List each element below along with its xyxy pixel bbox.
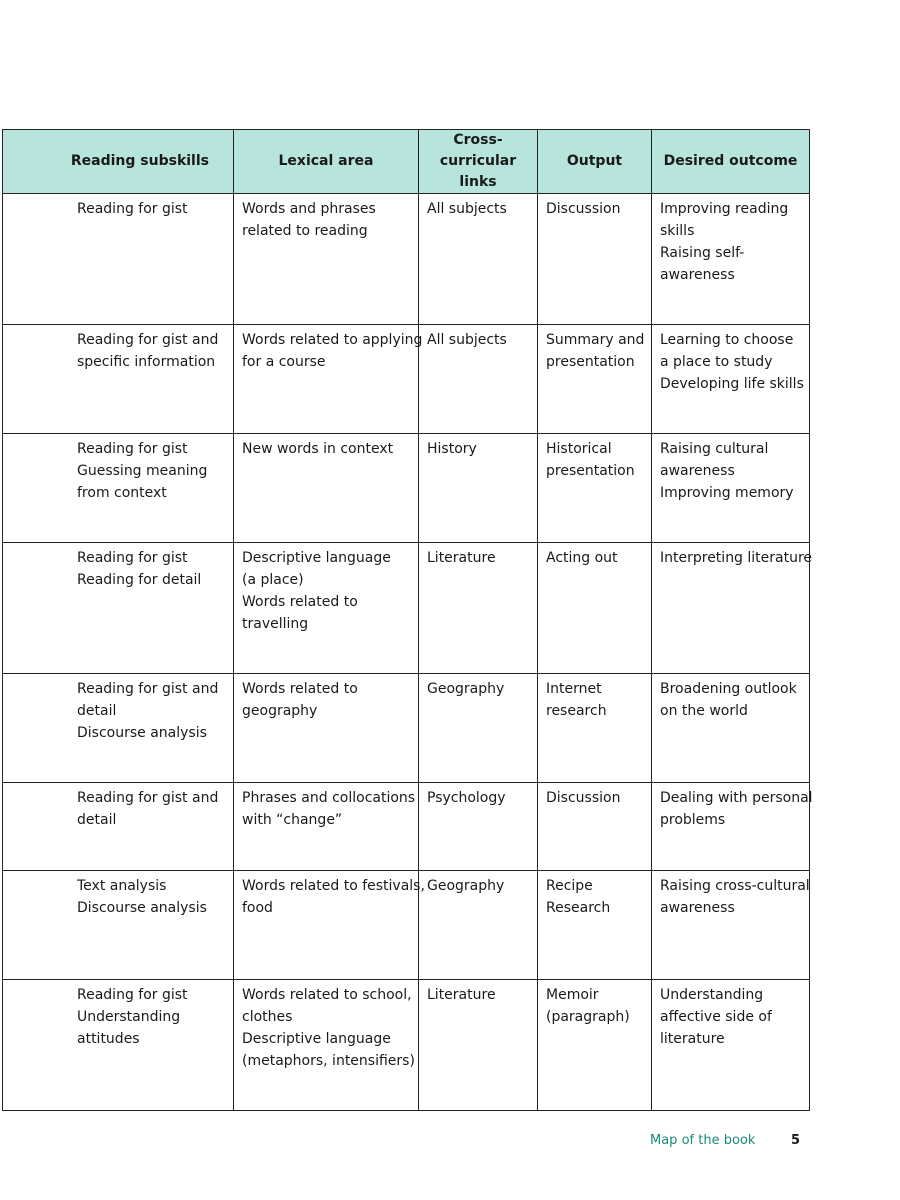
cell-text-line: Reading for gist and (77, 681, 219, 697)
cell-text-line: Broadening outlook (660, 681, 797, 697)
cell-text-line: related to reading (242, 223, 368, 239)
cell-text-line: Reading for gist (77, 441, 188, 457)
cell-desired-outcome (652, 674, 810, 783)
cell-text-line: Acting out (546, 550, 618, 566)
cell-text-line: Reading for gist and (77, 790, 219, 806)
cell-text-line: Reading for gist (77, 550, 188, 566)
cell-desired-outcome (652, 543, 813, 674)
cell-text-line: Developing life skills (660, 376, 804, 392)
cell-text-line: Reading for gist and (77, 332, 219, 348)
header-output: Output (538, 130, 652, 194)
cell-desired-outcome (652, 783, 813, 871)
cell-text-line: travelling (242, 616, 309, 632)
cell-output (538, 980, 652, 1111)
cell-text-line: Dealing with personal (660, 790, 813, 806)
cell-reading-subskills (3, 783, 234, 871)
cell-text-line: All subjects (427, 332, 507, 348)
cell-text-line: Summary and (546, 332, 645, 348)
cell-text-line: Phrases and collocations (242, 790, 416, 806)
cell-lexical-area (234, 194, 419, 325)
cell-text-line: Guessing meaning (77, 463, 208, 479)
footer-section-label: Map of the book (650, 1133, 756, 1148)
cell-text-line: awareness (660, 267, 735, 283)
cell-text-line: Words related to festivals, (242, 878, 425, 894)
cell-text-line: Improving memory (660, 485, 794, 501)
cell-reading-subskills (3, 543, 234, 674)
cell-lexical-area (234, 871, 425, 980)
cell-text-line: Reading for gist (77, 987, 188, 1003)
cell-text-line: Understanding (77, 1009, 181, 1025)
cell-text-line: Words related to school, (242, 987, 412, 1003)
cell-desired-outcome (652, 434, 810, 543)
cell-text-line: History (427, 441, 477, 457)
cell-text-line: Geography (427, 878, 505, 894)
cell-reading-subskills (3, 325, 234, 434)
page-number: 5 (791, 1133, 801, 1148)
cell-desired-outcome (652, 980, 810, 1111)
cell-text-line: Reading for detail (77, 572, 202, 588)
cell-text-line: Words related to (242, 594, 358, 610)
cell-reading-subskills (3, 434, 234, 543)
table-row (3, 434, 810, 543)
cell-text-line: Geography (427, 681, 505, 697)
cell-lexical-area (234, 434, 419, 543)
cell-text-line: Discourse analysis (77, 900, 207, 916)
cell-text-line: Reading for gist (77, 201, 188, 217)
cell-cross-curricular-links (419, 543, 538, 674)
cell-reading-subskills (3, 194, 234, 325)
cell-text-line: from context (77, 485, 167, 501)
cell-text-line: (paragraph) (546, 1009, 630, 1025)
cell-output (538, 543, 652, 674)
cell-text-line: Literature (427, 987, 496, 1003)
cell-text-line: for a course (242, 354, 326, 370)
table-row (3, 980, 810, 1111)
cell-text-line: geography (242, 703, 318, 719)
cell-text-line: Interpreting literature (660, 550, 813, 566)
cell-text-line: literature (660, 1031, 725, 1047)
cell-text-line: a place to study (660, 354, 773, 370)
header-lexical-area: Lexical area (234, 130, 419, 194)
cell-text-line: detail (77, 812, 117, 828)
cell-output (538, 434, 652, 543)
cell-text-line: affective side of (660, 1009, 772, 1025)
cell-reading-subskills (3, 871, 234, 980)
cell-reading-subskills (3, 674, 234, 783)
cell-text-line: Discussion (546, 201, 621, 217)
cell-text-line: Improving reading (660, 201, 789, 217)
header-cross-line2: links (459, 174, 497, 190)
table-row (3, 871, 810, 980)
cell-text-line: Research (546, 900, 611, 916)
cell-text-line: Learning to choose (660, 332, 794, 348)
cell-desired-outcome (652, 325, 810, 434)
cell-lexical-area (234, 980, 419, 1111)
cell-cross-curricular-links (419, 980, 538, 1111)
table-row (3, 674, 810, 783)
cell-desired-outcome (652, 194, 810, 325)
cell-text-line: Internet (546, 681, 602, 697)
cell-text-line: Understanding (660, 987, 764, 1003)
cell-text-line: Historical (546, 441, 612, 457)
header-reading-subskills: Reading subskills (3, 130, 234, 194)
cell-text-line: Raising self- (660, 245, 745, 261)
table-row (3, 543, 810, 674)
cell-output (538, 674, 652, 783)
cell-desired-outcome (652, 871, 810, 980)
cell-text-line: research (546, 703, 607, 719)
cell-output (538, 783, 652, 871)
table-header-row (3, 130, 810, 194)
cell-lexical-area (234, 783, 419, 871)
header-cross-line1: Cross-curricular (439, 132, 517, 169)
cell-text-line: Discussion (546, 790, 621, 806)
cell-text-line: on the world (660, 703, 748, 719)
cell-text-line: Psychology (427, 790, 506, 806)
cell-text-line: awareness (660, 463, 735, 479)
cell-text-line: specific information (77, 354, 216, 370)
cell-cross-curricular-links (419, 783, 538, 871)
cell-text-line: attitudes (77, 1031, 140, 1047)
table-row (3, 194, 810, 325)
cell-text-line: clothes (242, 1009, 293, 1025)
cell-text-line: Discourse analysis (77, 725, 207, 741)
cell-text-line: Recipe (546, 878, 593, 894)
cell-text-line: food (242, 900, 273, 916)
cell-text-line: Memoir (546, 987, 599, 1003)
cell-text-line: Descriptive language (242, 550, 391, 566)
cell-text-line: Text analysis (77, 878, 167, 894)
cell-text-line: presentation (546, 463, 635, 479)
cell-text-line: Words related to applying (242, 332, 423, 348)
cell-cross-curricular-links (419, 674, 538, 783)
table-row (3, 325, 810, 434)
cell-text-line: Literature (427, 550, 496, 566)
cell-text-line: skills (660, 223, 695, 239)
cell-output (538, 871, 652, 980)
table-row (3, 783, 810, 871)
cell-text-line: New words in context (242, 441, 394, 457)
cell-text-line: Raising cross-cultural (660, 878, 810, 894)
cell-output (538, 194, 652, 325)
cell-text-line: problems (660, 812, 726, 828)
cell-cross-curricular-links (419, 871, 538, 980)
cell-cross-curricular-links (419, 434, 538, 543)
cell-text-line: All subjects (427, 201, 507, 217)
header-cross-curricular-links (419, 130, 538, 194)
cell-lexical-area (234, 543, 419, 674)
cell-text-line: detail (77, 703, 117, 719)
cell-output (538, 325, 652, 434)
cell-text-line: Raising cultural (660, 441, 769, 457)
cell-text-line: awareness (660, 900, 735, 916)
cell-text-line: Words and phrases (242, 201, 376, 217)
cell-text-line: Descriptive language (242, 1031, 391, 1047)
cell-cross-curricular-links (419, 325, 538, 434)
cell-lexical-area (234, 325, 423, 434)
cell-reading-subskills (3, 980, 234, 1111)
cell-text-line: presentation (546, 354, 635, 370)
cell-text-line: Words related to (242, 681, 358, 697)
header-desired-outcome: Desired outcome (652, 130, 810, 194)
cell-lexical-area (234, 674, 419, 783)
cell-cross-curricular-links (419, 194, 538, 325)
cell-text-line: (metaphors, intensifiers) (242, 1053, 415, 1069)
map-of-book-table (2, 129, 813, 1111)
cell-text-line: (a place) (242, 572, 304, 588)
cell-text-line: with “change” (242, 812, 343, 828)
